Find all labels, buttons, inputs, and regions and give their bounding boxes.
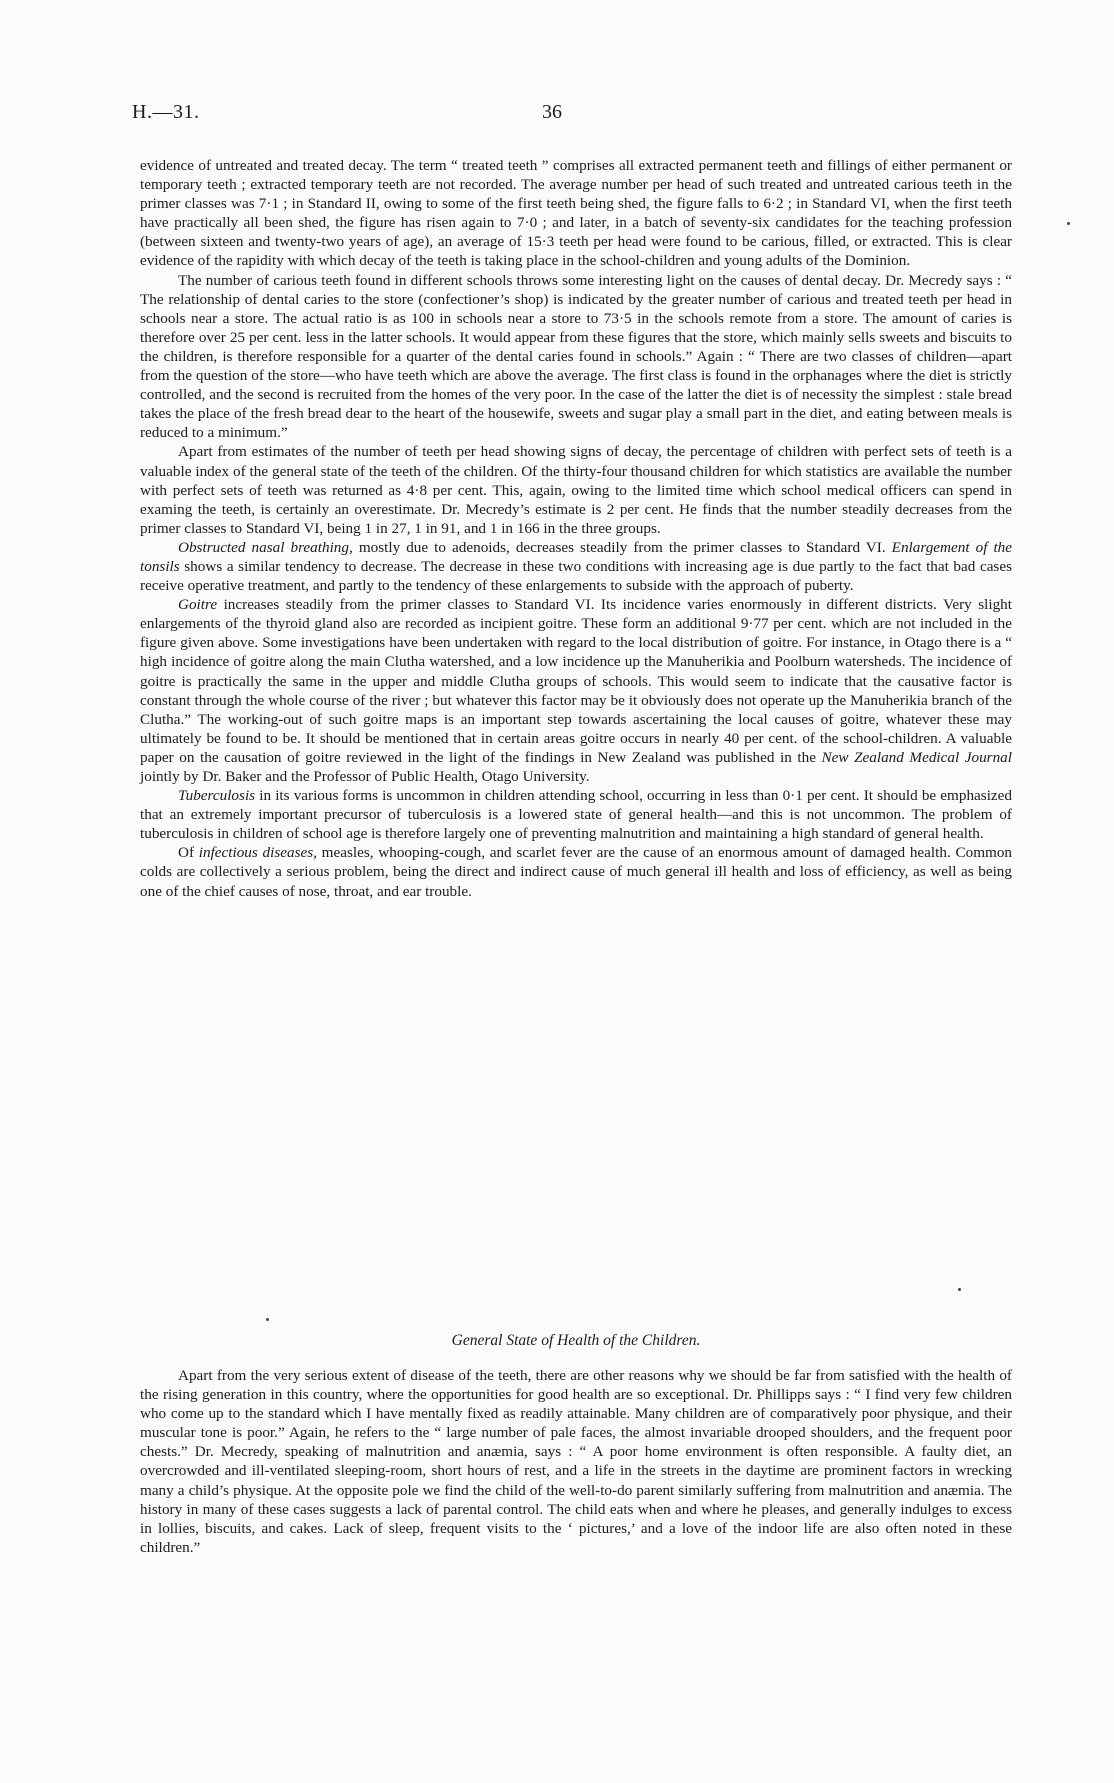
text-run: increases steadily from the primer classes to Standard VI. Its incidence varies enormously in different districts. Very slight enlargements of the thyroid gland also are recorded as incipient goitre. These form an additional 9·77 per cent. which are not included in the figure given above. Some investigations have been undertaken with regard to the local distribution of goitre. For instance, in Otago there is a “ high incidence of goitre along the main Clutha watershed, and a low incidence up the Manuherikia and Poolburn watersheds. The incidence of goitre is practically the same in the upper and middle Clutha groups of schools. This would seem to indicate that the causative factor is constant through the whole course of the river ; but whatever this factor may be it obviously does not operate up the Manuherikia branch of the Clutha.” The working-out of such goitre maps is an important step towards ascertaining the local causes of goitre, whatever these may ultimately be found to be. It should be mentioned that in certain areas goitre occurs in nearly 40 per cent. of the school-children. A valuable paper on the causation of goitre reviewed in the light of the findings in New Zealand was published in the: [140, 596, 1012, 766]
text-run: Of: [178, 844, 199, 862]
text-run: evidence of untreated and treated decay. The term “ treated teeth ” comprises all extracted permanent teeth and fillings of either permanent or temporary teeth ; extracted temporary teeth are not recorded. The average number per head of such treated and untreated carious teeth in the primer classes was 7·1 ; in Standard II, owing to some of the first teeth being shed, the figure falls to 6·2 ; in Standard VI, when the first teeth have practically all been shed, the figure has risen again to 7·0 ; and later, in a batch of seventy-six candidates for the teaching profession (between sixteen and twenty-two years of age), an average of 15·3 teeth per head were found to be carious, filled, or extracted. This is clear evidence of the rapidity with which decay of the teeth is taking place in the school-children and young adults of the Dominion.: [140, 157, 1012, 270]
text-run: The number of carious teeth found in different schools throws some interesting light on the causes of dental decay. Dr. Mecredy says : “ The relationship of dental caries to the store (confectioner’s shop) is indicated by the greater number of carious and treated teeth per head in schools near a store. The actual ratio is as 100 in schools near a store to 73·5 in the schools remote from a store. The amount of caries is therefore over 25 per cent. less in the latter schools. It would appear from these figures that the store, which mainly sells sweets and biscuits to the children, is therefore responsible for a quarter of the dental caries found in schools.” Again : “ There are two classes of children—apart from the question of the store—who have teeth which are above the average. The first class is found in the orphanages where the diet is strictly controlled, and the second is recruited from the homes of the very poor. In the case of the latter the diet is of necessity the simplest : stale bread takes the place of the fresh bread dear to the heart of the housewife, sweets and sugar play a small part in the diet, and eating between meals is reduced to a minimum.”: [140, 271, 1012, 442]
paragraph: [140, 156, 1012, 271]
paragraph: [140, 442, 1012, 537]
text-run: mostly due to adenoids, decreases steadily from the primer classes to Standard VI.: [352, 538, 892, 556]
report-code: H.—31.: [132, 101, 200, 123]
italic-phrase: infectious diseases,: [198, 844, 317, 862]
text-run: jointly by Dr. Baker and the Professor of Public Health, Otago University.: [140, 768, 590, 785]
text-run: in its various forms is uncommon in children attending school, occurring in less than 0·1 per cent. It should be emphasized that an extremely important precursor of tuberculosis is a lowered state of general health—and this is not uncommon. The problem of tuberculosis in children of school age is therefore largely one of preventing malnutrition and maintaining a high standard of general health.: [140, 787, 1012, 843]
print-speck: [958, 1288, 961, 1291]
section-heading: General State of Health of the Children.: [451, 1332, 701, 1349]
italic-phrase: Enlargement of the tonsils: [140, 538, 1012, 575]
print-speck: [1067, 222, 1070, 225]
text-run: measles, whooping-cough, and scarlet fever are the cause of an enormous amount of damaged health. Common colds are collectively a serious problem, being the direct and indirect cause of much general ill health and loss of efficiency, as well as being one of the chief causes of nose, throat, and ear trouble.: [140, 844, 1013, 900]
print-speck: [266, 1318, 269, 1321]
paragraph: [140, 843, 1012, 900]
text-run: Apart from estimates of the number of teeth per head showing signs of decay, the percentage of children with perfect sets of teeth is a valuable index of the general state of the teeth of the children. Of the thirty-four thousand children for which statistics are available the number with perfect sets of teeth was returned as 4·8 per cent. This, again, owing to the limited time which school medical officers can spend in examing the teeth, is certainly an overestimate. Dr. Mecredy’s estimate is 2 per cent. He finds that the number steadily decreases from the primer classes to Standard VI, being 1 in 27, 1 in 91, and 1 in 166 in the three groups.: [140, 443, 1012, 537]
body-text-upper: [140, 156, 1012, 901]
text-run: Apart from the very serious extent of disease of the teeth, there are other reasons why we should be far from satisfied with the health of the rising generation in this country, where the opportunities for good health are so exceptional. Dr. Phillipps says : “ I find very few children who come up to the standard which I have mentally fixed as readily attainable. Many children are of comparatively poor physique, and their muscular tone is poor.” Again, he refers to the “ large number of pale faces, the almost invariable drooped shoulders, and the frequent poor chests.” Dr. Mecredy, speaking of malnutrition and anæmia, says : “ A poor home environment is often responsible. A faulty diet, an overcrowded and ill-ventilated sleeping-room, short hours of rest, and a life in the streets in the daytime are prominent factors in wrecking many a child’s physique. At the opposite pole we find the child of the well-to-do parent similarly suffering from malnutrition and anæmia. The history in many of these cases suggests a lack of parental control. The child eats when and where he pleases, and generally indulges to excess in lollies, biscuits, and cakes. Lack of sleep, frequent visits to the ‘ pictures,’ and a love of the indoor life are also often noted in these children.”: [140, 1367, 1012, 1556]
italic-phrase: New Zealand Medical Journal: [821, 748, 1012, 766]
paragraph: [140, 786, 1012, 843]
text-run: shows a similar tendency to decrease. The decrease in these two conditions with increasing age is due partly to the fact that bad cases receive operative treatment, and partly to the tendency of these enlargements to subside with the approach of puberty.: [140, 557, 1012, 595]
paragraph: [140, 271, 1012, 443]
italic-phrase: Goitre: [178, 596, 218, 614]
paragraph: [140, 595, 1012, 786]
page-number: 36: [542, 101, 562, 123]
paragraph: [140, 1366, 1012, 1557]
italic-phrase: Tuberculosis: [178, 787, 256, 805]
italic-phrase: Obstructed nasal breathing,: [178, 538, 353, 556]
paragraph: [140, 538, 1012, 595]
body-text-lower: [140, 1366, 1012, 1557]
